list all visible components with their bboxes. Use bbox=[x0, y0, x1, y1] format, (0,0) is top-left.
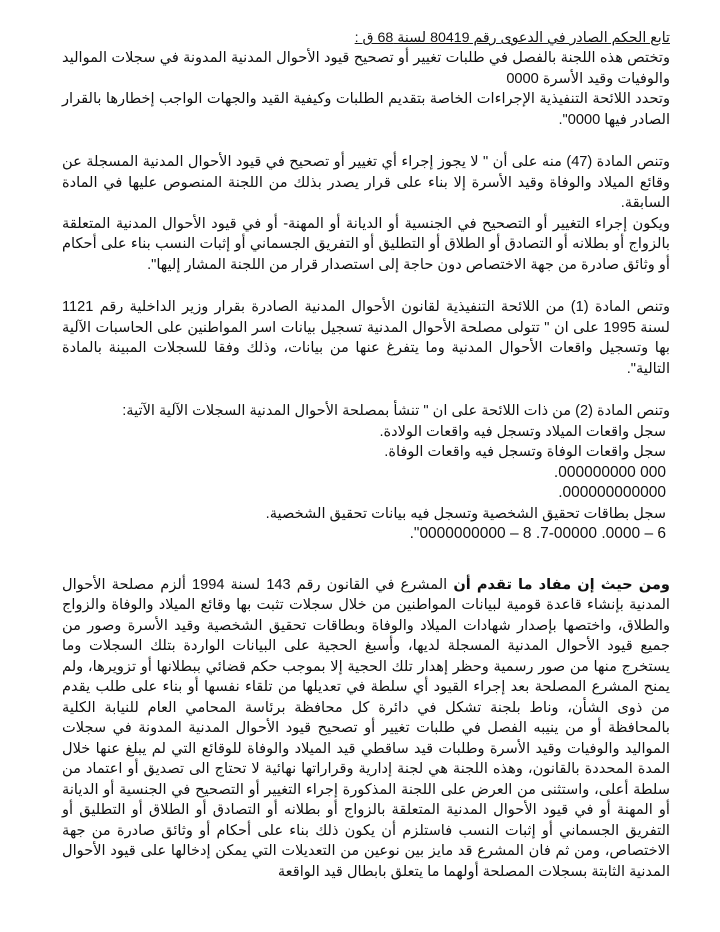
paragraph-article-1: وتنص المادة (1) من اللائحة التنفيذية لقانون الأحوال المدنية الصادرة بقرار وزير الداخلية رقم 1121 لسنة 1995 على ان " تتولى مصلحة الأحوال المدنية تسجيل بيانات اسر المواطنين على الحاسبات الآلية بها وتسجيل واقعات الأحوال المدنية وما يتفرغ عنها من بيانات، وذلك وفقا للسجلات المبينة بالمادة التالية". bbox=[62, 299, 671, 377]
list-item: سجل واقعات الميلاد وتسجل فيه واقعات الولادة. bbox=[379, 423, 666, 440]
list-item: 000000000000. bbox=[558, 484, 666, 501]
list-item: 000 000000000. bbox=[553, 463, 666, 481]
paragraph-executive-regulation: وتحدد اللائحة التنفيذية الإجراءات الخاصة بتقديم الطلبات وكيفية القيد والجهات الواجب إخطارها بالقرار الصادر فيها 0000". bbox=[62, 91, 670, 128]
document-header: تابع الحكم الصادر في الدعوى رقم 80419 لسنة 68 ق : bbox=[354, 30, 670, 46]
list-item: سجل بطاقات تحقيق الشخصية وتسجل فيه بيانات تحقيق الشخصية. bbox=[265, 505, 666, 522]
bold-lead-phrase: ومن حيث إن مفاد ما تقدم أن bbox=[453, 576, 670, 593]
paragraph-committee-jurisdiction: وتختص هذه اللجنة بالفصل في طلبات تغيير أو تصحيح قيود الأحوال المدنية المدونة في سجلات المواليد والوفيات وقيد الأسرة 0000 bbox=[62, 50, 670, 87]
paragraph-article-47: وتنص المادة (47) منه على أن " لا يجوز إجراء أي تغيير أو تصحيح في قيود الأحوال المدنية المسجلة عن وقائع الميلاد والوفاة وقيد الأسرة إلا بناء على قرار يصدر بذلك من اللجنة المنصوص عليها في المادة السابقة. bbox=[62, 154, 671, 211]
conclusion-text: المشرع في القانون رقم 143 لسنة 1994 ألزم مصلحة الأحوال المدنية بإنشاء قاعدة قومية لبيانات المواطنين من خلال سجلات تثبت بها وقائع الميلاد والوفاة والزواج والطلاق، واختصها بإصدار شهادات الميلاد والوفاة وبطاقات تحقيق الشخصية وقيد الأسرة وصور من جميع قيود الأحوال المدنية المسجلة لديها، وأسبغ الحجية على البيانات الواردة بتلك السجلات وما يستخرج منها من صور رسمية وحظر إهدار تلك الحجية إلا بموجب حكم قضائي ببطلانها أو تزويرها، ولم يمنح المشرع المصلحة بعد إجراء القيود أي سلطة في تعديلها من تلقاء نفسها أو بناء على طلب يقدم من ذوى الشأن، وناط بلجنة تشكل في دائرة كل محافظة برئاسة المحامي العام للنيابة الكلية بالمحافظة أو من ينيبه الفصل في طلبات تغيير أو تصحيح قيود الأحوال المدنية المدونة في سجلات المواليد والوفيات وقيد الأسرة وطلبات قيد ساقطي قيد الميلاد والوفاة للوقائع التي لم يبلغ عنها خلال المدة المحددة بالقانون، وهذه اللجنة هي لجنة إدارية وقراراتها نهائية لا تحتاج الى تصديق أو اعتماد من سلطة أعلى، واستثنى من العرض على اللجنة المذكورة إجراء التغيير أو التصحيح في الجنسية أو الديانة أو المهنة أو في قيود الأحوال المدنية المتعلقة بالزواج أو بطلانه أو التصادق أو الطلاق أو التطليق أو التفريق الجسماني أو إثبات النسب فاستلزم أن يكون ذلك بناء على أحكام أو وثائق صادرة من جهة الاختصاص، ومن ثم فان المشرع قد مايز بين نوعين من التعديلات التي يمكن إدخالها على قيود الأحوال المدنية الثابتة بسجلات المصلحة أولهما ما يتعلق بابطال قيد الواقعة bbox=[62, 576, 670, 880]
list-item: 6 – 0000. 7-00000. 8 – 0000000000". bbox=[409, 525, 666, 542]
spacer bbox=[62, 567, 670, 575]
paragraph-article-2: وتنص المادة (2) من ذات اللائحة على ان " تنشأ بمصلحة الأحوال المدنية السجلات الآلية الآتية: bbox=[122, 403, 670, 419]
spacer bbox=[62, 275, 670, 297]
registers-list bbox=[62, 422, 670, 545]
paragraph-conclusion bbox=[62, 575, 670, 883]
list-item: سجل واقعات الوفاة وتسجل فيه واقعات الوفاة. bbox=[384, 444, 666, 460]
spacer bbox=[62, 545, 670, 567]
document-page bbox=[62, 28, 670, 882]
paragraph-changes-nationality: ويكون إجراء التغيير أو التصحيح في الجنسية أو الديانة أو المهنة- أو في قيود الأحوال المدنية المتعلقة بالزواج أو بطلانه أو التصادق أو الطلاق أو التطليق أو التفريق الجسماني أو إثبات النسب بناء على أحكام أو وثائق صادرة من جهة الاختصاص دون حاجة إلى استصدار قرار من اللجنة المشار إليها". bbox=[62, 215, 670, 273]
spacer bbox=[62, 130, 670, 152]
spacer bbox=[62, 379, 670, 401]
